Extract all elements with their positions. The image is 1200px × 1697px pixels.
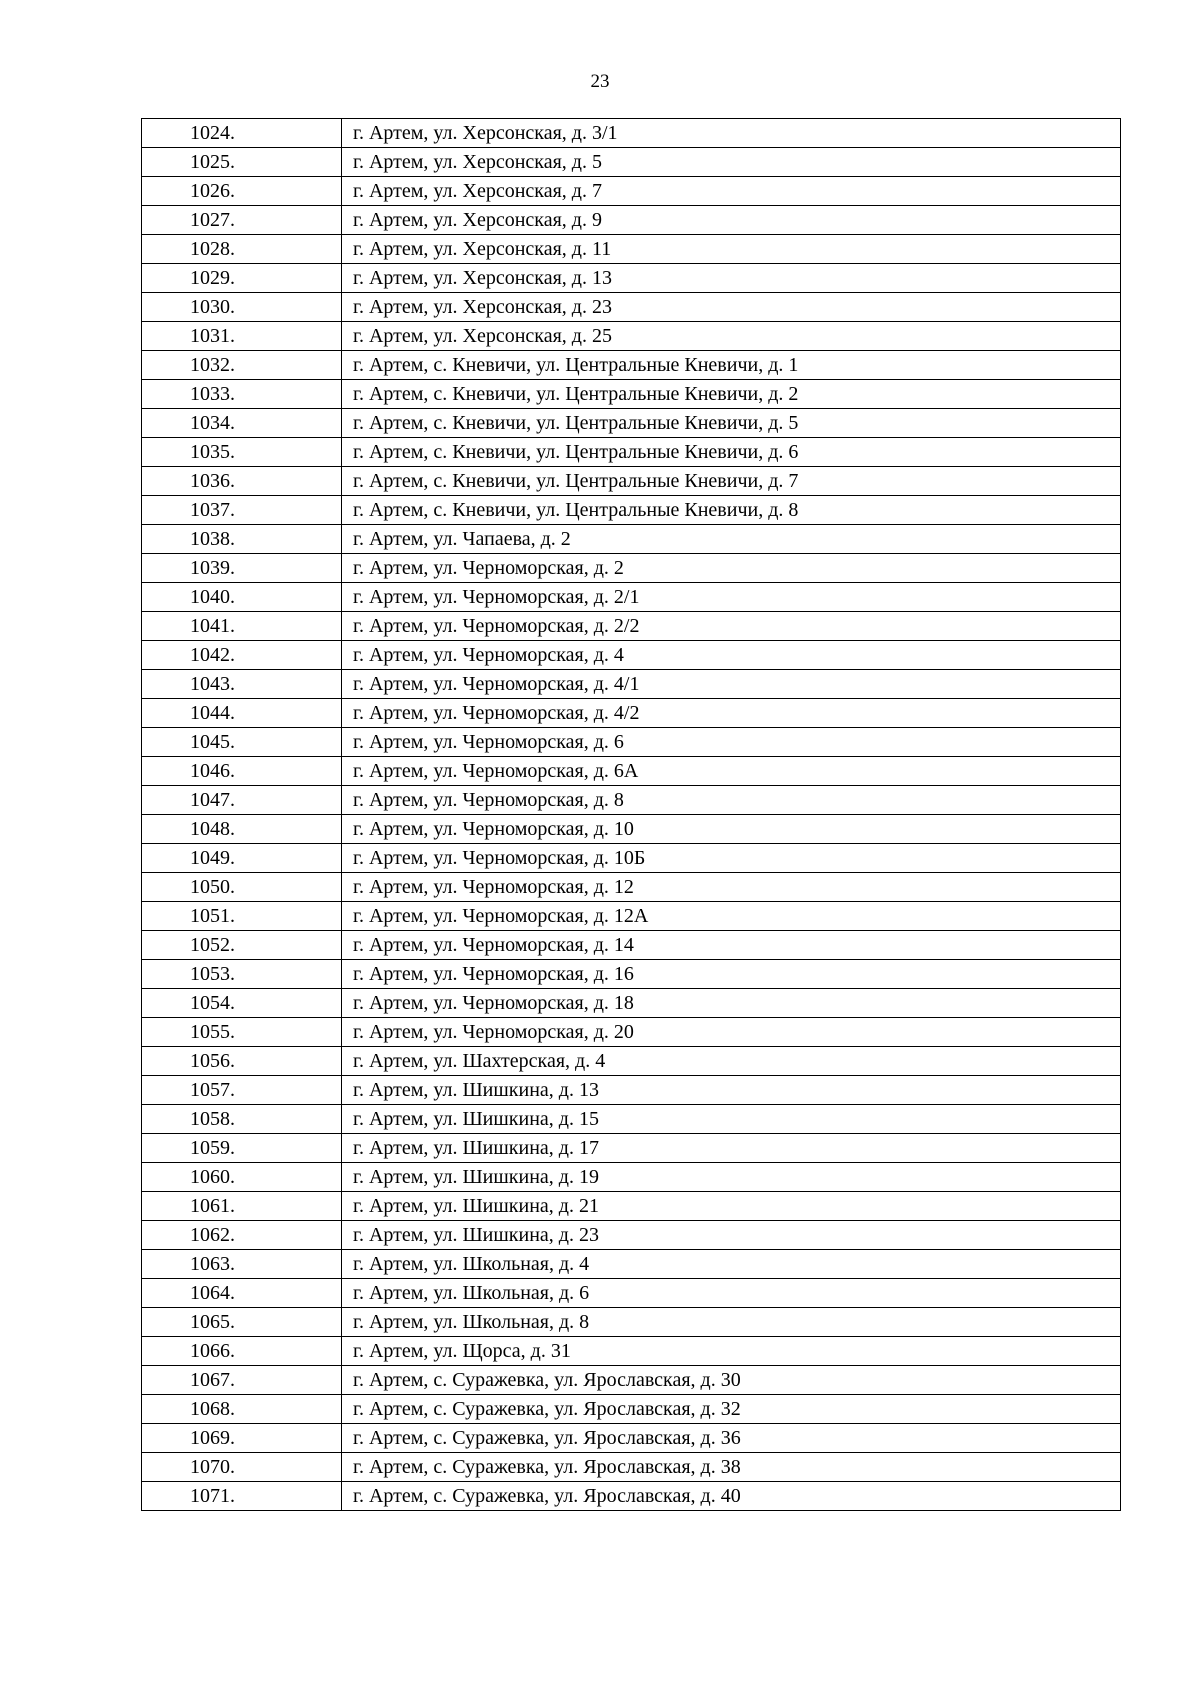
row-number-cell: 1026. [142,177,342,206]
row-number-cell: 1068. [142,1395,342,1424]
address-cell: г. Артем, ул. Херсонская, д. 5 [342,148,1121,177]
address-cell: г. Артем, ул. Черноморская, д. 2 [342,554,1121,583]
table-row [142,1337,1121,1366]
table-row [142,960,1121,989]
table-row [142,757,1121,786]
address-cell: г. Артем, ул. Черноморская, д. 6А [342,757,1121,786]
table-row [142,409,1121,438]
row-number-cell: 1035. [142,438,342,467]
row-number-cell: 1062. [142,1221,342,1250]
row-number-cell: 1043. [142,670,342,699]
table-row [142,1250,1121,1279]
table-row [142,380,1121,409]
address-cell: г. Артем, ул. Шишкина, д. 21 [342,1192,1121,1221]
row-number-cell: 1033. [142,380,342,409]
address-cell: г. Артем, с. Суражевка, ул. Ярославская, д. 40 [342,1482,1121,1511]
row-number-cell: 1028. [142,235,342,264]
row-number-cell: 1029. [142,264,342,293]
table-row [142,1424,1121,1453]
row-number-cell: 1065. [142,1308,342,1337]
table-row [142,351,1121,380]
row-number-cell: 1067. [142,1366,342,1395]
address-cell: г. Артем, с. Кневичи, ул. Центральные Кневичи, д. 5 [342,409,1121,438]
table-row [142,1105,1121,1134]
table-row [142,931,1121,960]
row-number-cell: 1036. [142,467,342,496]
address-cell: г. Артем, с. Кневичи, ул. Центральные Кневичи, д. 2 [342,380,1121,409]
row-number-cell: 1049. [142,844,342,873]
row-number-cell: 1034. [142,409,342,438]
row-number-cell: 1031. [142,322,342,351]
table-row [142,235,1121,264]
row-number-cell: 1054. [142,989,342,1018]
address-cell: г. Артем, с. Кневичи, ул. Центральные Кневичи, д. 8 [342,496,1121,525]
row-number-cell: 1059. [142,1134,342,1163]
address-cell: г. Артем, ул. Херсонская, д. 25 [342,322,1121,351]
table-row [142,699,1121,728]
row-number-cell: 1046. [142,757,342,786]
table-row [142,1453,1121,1482]
address-cell: г. Артем, ул. Херсонская, д. 9 [342,206,1121,235]
row-number-cell: 1040. [142,583,342,612]
address-cell: г. Артем, ул. Черноморская, д. 2/1 [342,583,1121,612]
table-row [142,1221,1121,1250]
address-cell: г. Артем, ул. Херсонская, д. 3/1 [342,119,1121,148]
table-row [142,467,1121,496]
table-row [142,1482,1121,1511]
table-row [142,786,1121,815]
row-number-cell: 1057. [142,1076,342,1105]
address-cell: г. Артем, с. Кневичи, ул. Центральные Кневичи, д. 1 [342,351,1121,380]
address-cell: г. Артем, ул. Херсонская, д. 13 [342,264,1121,293]
address-cell: г. Артем, с. Кневичи, ул. Центральные Кневичи, д. 6 [342,438,1121,467]
table-row [142,322,1121,351]
address-cell: г. Артем, с. Кневичи, ул. Центральные Кневичи, д. 7 [342,467,1121,496]
row-number-cell: 1055. [142,1018,342,1047]
address-cell: г. Артем, ул. Шишкина, д. 17 [342,1134,1121,1163]
table-row [142,873,1121,902]
address-cell: г. Артем, ул. Шишкина, д. 19 [342,1163,1121,1192]
row-number-cell: 1037. [142,496,342,525]
row-number-cell: 1071. [142,1482,342,1511]
table-row [142,1308,1121,1337]
table-row [142,206,1121,235]
address-cell: г. Артем, ул. Черноморская, д. 4 [342,641,1121,670]
table-row [142,554,1121,583]
table-row [142,670,1121,699]
row-number-cell: 1041. [142,612,342,641]
table-row [142,525,1121,554]
row-number-cell: 1056. [142,1047,342,1076]
row-number-cell: 1069. [142,1424,342,1453]
address-cell: г. Артем, ул. Шишкина, д. 13 [342,1076,1121,1105]
table-row [142,293,1121,322]
address-table-body [142,119,1121,1511]
address-cell: г. Артем, с. Суражевка, ул. Ярославская, д. 36 [342,1424,1121,1453]
address-table [141,118,1121,1511]
row-number-cell: 1039. [142,554,342,583]
address-cell: г. Артем, ул. Шахтерская, д. 4 [342,1047,1121,1076]
address-cell: г. Артем, ул. Школьная, д. 4 [342,1250,1121,1279]
address-cell: г. Артем, ул. Шишкина, д. 15 [342,1105,1121,1134]
table-row [142,496,1121,525]
address-cell: г. Артем, ул. Черноморская, д. 12А [342,902,1121,931]
page-number: 23 [590,71,610,92]
table-row [142,148,1121,177]
table-row [142,583,1121,612]
row-number-cell: 1030. [142,293,342,322]
table-row [142,728,1121,757]
row-number-cell: 1044. [142,699,342,728]
table-row [142,1018,1121,1047]
table-row [142,1076,1121,1105]
address-cell: г. Артем, ул. Шишкина, д. 23 [342,1221,1121,1250]
row-number-cell: 1064. [142,1279,342,1308]
address-cell: г. Артем, ул. Щорса, д. 31 [342,1337,1121,1366]
row-number-cell: 1024. [142,119,342,148]
table-row [142,815,1121,844]
address-cell: г. Артем, с. Суражевка, ул. Ярославская, д. 30 [342,1366,1121,1395]
table-row [142,989,1121,1018]
row-number-cell: 1058. [142,1105,342,1134]
address-cell: г. Артем, ул. Школьная, д. 6 [342,1279,1121,1308]
table-row [142,1192,1121,1221]
address-cell: г. Артем, ул. Черноморская, д. 10 [342,815,1121,844]
address-cell: г. Артем, ул. Черноморская, д. 2/2 [342,612,1121,641]
address-cell: г. Артем, ул. Черноморская, д. 6 [342,728,1121,757]
row-number-cell: 1025. [142,148,342,177]
table-row [142,264,1121,293]
table-row [142,1279,1121,1308]
address-cell: г. Артем, ул. Черноморская, д. 12 [342,873,1121,902]
address-cell: г. Артем, ул. Школьная, д. 8 [342,1308,1121,1337]
address-cell: г. Артем, ул. Черноморская, д. 8 [342,786,1121,815]
address-cell: г. Артем, ул. Херсонская, д. 7 [342,177,1121,206]
table-row [142,438,1121,467]
row-number-cell: 1070. [142,1453,342,1482]
address-cell: г. Артем, ул. Черноморская, д. 14 [342,931,1121,960]
row-number-cell: 1051. [142,902,342,931]
address-cell: г. Артем, с. Суражевка, ул. Ярославская, д. 32 [342,1395,1121,1424]
address-cell: г. Артем, с. Суражевка, ул. Ярославская, д. 38 [342,1453,1121,1482]
table-row [142,1047,1121,1076]
address-cell: г. Артем, ул. Черноморская, д. 4/2 [342,699,1121,728]
row-number-cell: 1050. [142,873,342,902]
row-number-cell: 1052. [142,931,342,960]
address-cell: г. Артем, ул. Черноморская, д. 4/1 [342,670,1121,699]
row-number-cell: 1042. [142,641,342,670]
table-row [142,902,1121,931]
address-cell: г. Артем, ул. Черноморская, д. 20 [342,1018,1121,1047]
address-cell: г. Артем, ул. Херсонская, д. 23 [342,293,1121,322]
table-row [142,844,1121,873]
table-row [142,1134,1121,1163]
row-number-cell: 1063. [142,1250,342,1279]
table-row [142,1163,1121,1192]
row-number-cell: 1045. [142,728,342,757]
table-row [142,119,1121,148]
row-number-cell: 1027. [142,206,342,235]
row-number-cell: 1060. [142,1163,342,1192]
row-number-cell: 1048. [142,815,342,844]
address-cell: г. Артем, ул. Чапаева, д. 2 [342,525,1121,554]
row-number-cell: 1038. [142,525,342,554]
row-number-cell: 1032. [142,351,342,380]
row-number-cell: 1066. [142,1337,342,1366]
address-cell: г. Артем, ул. Херсонская, д. 11 [342,235,1121,264]
table-row [142,1395,1121,1424]
address-cell: г. Артем, ул. Черноморская, д. 16 [342,960,1121,989]
row-number-cell: 1061. [142,1192,342,1221]
table-row [142,177,1121,206]
table-row [142,612,1121,641]
row-number-cell: 1047. [142,786,342,815]
table-row [142,641,1121,670]
table-row [142,1366,1121,1395]
address-cell: г. Артем, ул. Черноморская, д. 10Б [342,844,1121,873]
address-cell: г. Артем, ул. Черноморская, д. 18 [342,989,1121,1018]
row-number-cell: 1053. [142,960,342,989]
